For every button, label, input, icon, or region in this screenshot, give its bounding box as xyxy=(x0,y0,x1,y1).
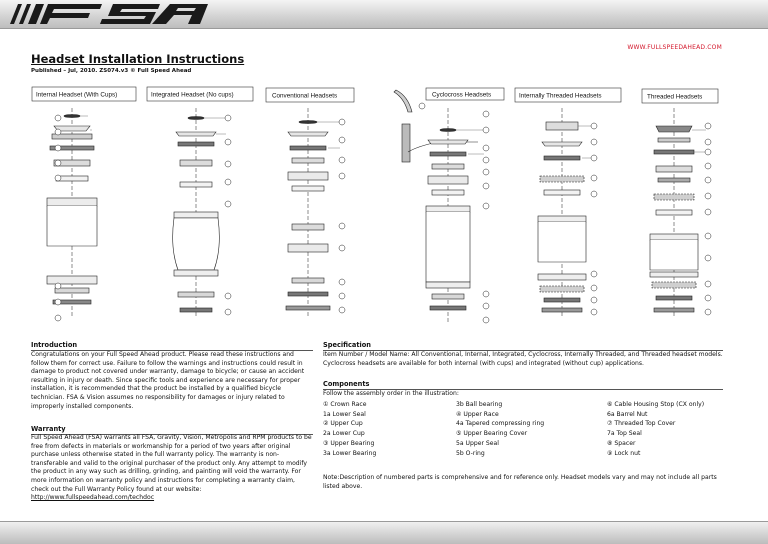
components-list-1 xyxy=(323,400,376,458)
specification-text: Item Number / Model Name: All Conventional, Internal, Integrated, Cyclocross, Internally Threaded, and Threaded headset models. Cyclocross headsets are available for both internal (with cups) and integrated (without cup) applications. xyxy=(323,351,723,367)
component-item: ① Crown Race xyxy=(323,401,367,408)
website-url[interactable]: WWW.FULLSPEEDAHEAD.COM xyxy=(627,44,722,51)
heading-internal: Internal Headset (With Cups) xyxy=(36,91,118,99)
headset-exploded-diagram xyxy=(30,86,720,332)
page-title: Headset Installation Instructions xyxy=(31,52,245,66)
component-item: 4a Tapered compressing ring xyxy=(456,420,545,428)
specification-heading: Specification xyxy=(323,341,723,351)
component-item: 6a Barrel Nut xyxy=(607,410,648,418)
footer-bar xyxy=(0,521,768,544)
component-item: ③ Upper Bearing xyxy=(323,439,375,447)
component-item: 2a Lower Cup xyxy=(323,430,365,438)
component-item: ② Upper Cup xyxy=(323,420,363,428)
warranty-text xyxy=(31,434,313,503)
component-item: ⑤ Upper Bearing Cover xyxy=(456,430,528,438)
component-item: 3a Lower Bearing xyxy=(323,449,377,457)
introduction-heading: Introduction xyxy=(31,341,313,351)
component-item: 3b Ball bearing xyxy=(456,401,503,408)
components-intro: Follow the assembly order in the illustration: xyxy=(323,390,459,397)
warranty-body: Full Speed Ahead (FSA) warrants all FSA, Gravity, Vision, Metropolis and RPM products to be free from defects in materials or workmanship for a period of two years after original purchase unless otherwise stated in the full warranty policy. The warranty is non-transferable and valid to the original purchaser of the product only. Any attempt to modify the product in any way such as drilling, grinding, and painting will void the warranty. For more information on warranty policy and instructions for completing a warranty claim, check out the Full Warranty Policy found at our website: xyxy=(31,434,312,493)
component-item: ⑦ Threaded Top Cover xyxy=(607,420,676,428)
heading-threaded: Threaded Headsets xyxy=(647,93,703,101)
components-list-3 xyxy=(607,400,704,458)
component-item: 5b O-ring xyxy=(456,449,485,457)
component-item: 7a Top Seal xyxy=(607,430,642,438)
component-item: ④ Upper Race xyxy=(456,410,499,418)
heading-cyclocross: Cyclocross Headsets xyxy=(432,91,492,99)
component-item: ⑨ Lock nut xyxy=(607,449,641,457)
fsa-logo xyxy=(10,3,210,25)
part-callouts xyxy=(55,103,711,323)
components-note: Note:Description of numbered parts is comprehensive and for reference only. Headset models vary and may not include all parts listed above. xyxy=(323,474,717,490)
warranty-link[interactable]: http://www.fullspeedahead.com/techdoc xyxy=(31,494,155,502)
heading-conventional: Conventional Headsets xyxy=(272,92,338,100)
components-heading: Components xyxy=(323,380,723,390)
cyclocross-headset-parts xyxy=(394,90,478,310)
component-item: ⑧ Spacer xyxy=(607,439,636,447)
publication-info: Published – Jul, 2010. ZS074.v3 © Full Speed Ahead xyxy=(31,68,192,74)
components-list-2 xyxy=(456,400,544,458)
conventional-headset-parts xyxy=(286,121,330,311)
internal-headset-parts xyxy=(47,115,97,305)
header-banner xyxy=(0,0,768,29)
heading-integrated: Integrated Headset (No cups) xyxy=(151,91,234,99)
introduction-text: Congratulations on your Full Speed Ahead product. Please read these instructions and follow them for correct use. Failure to follow the warnings and instructions could result in damage to product not covered under warranty, damage to bicycle; or cause an accident resulting in injury or death. Since specific tools and experience are necessary for proper installation, it is recommended that the product be installed by a qualified bicycle technician. FSA & Vision assumes no responsibility for damages or injury related to improperly installed components. xyxy=(31,351,305,410)
component-item: 5a Upper Seal xyxy=(456,439,499,447)
component-item: ⑥ Cable Housing Stop (CX only) xyxy=(607,401,705,408)
warranty-heading: Warranty xyxy=(31,425,313,435)
component-item: 1a Lower Seal xyxy=(323,410,366,418)
heading-internally-threaded: Internally Threaded Headsets xyxy=(519,92,602,100)
